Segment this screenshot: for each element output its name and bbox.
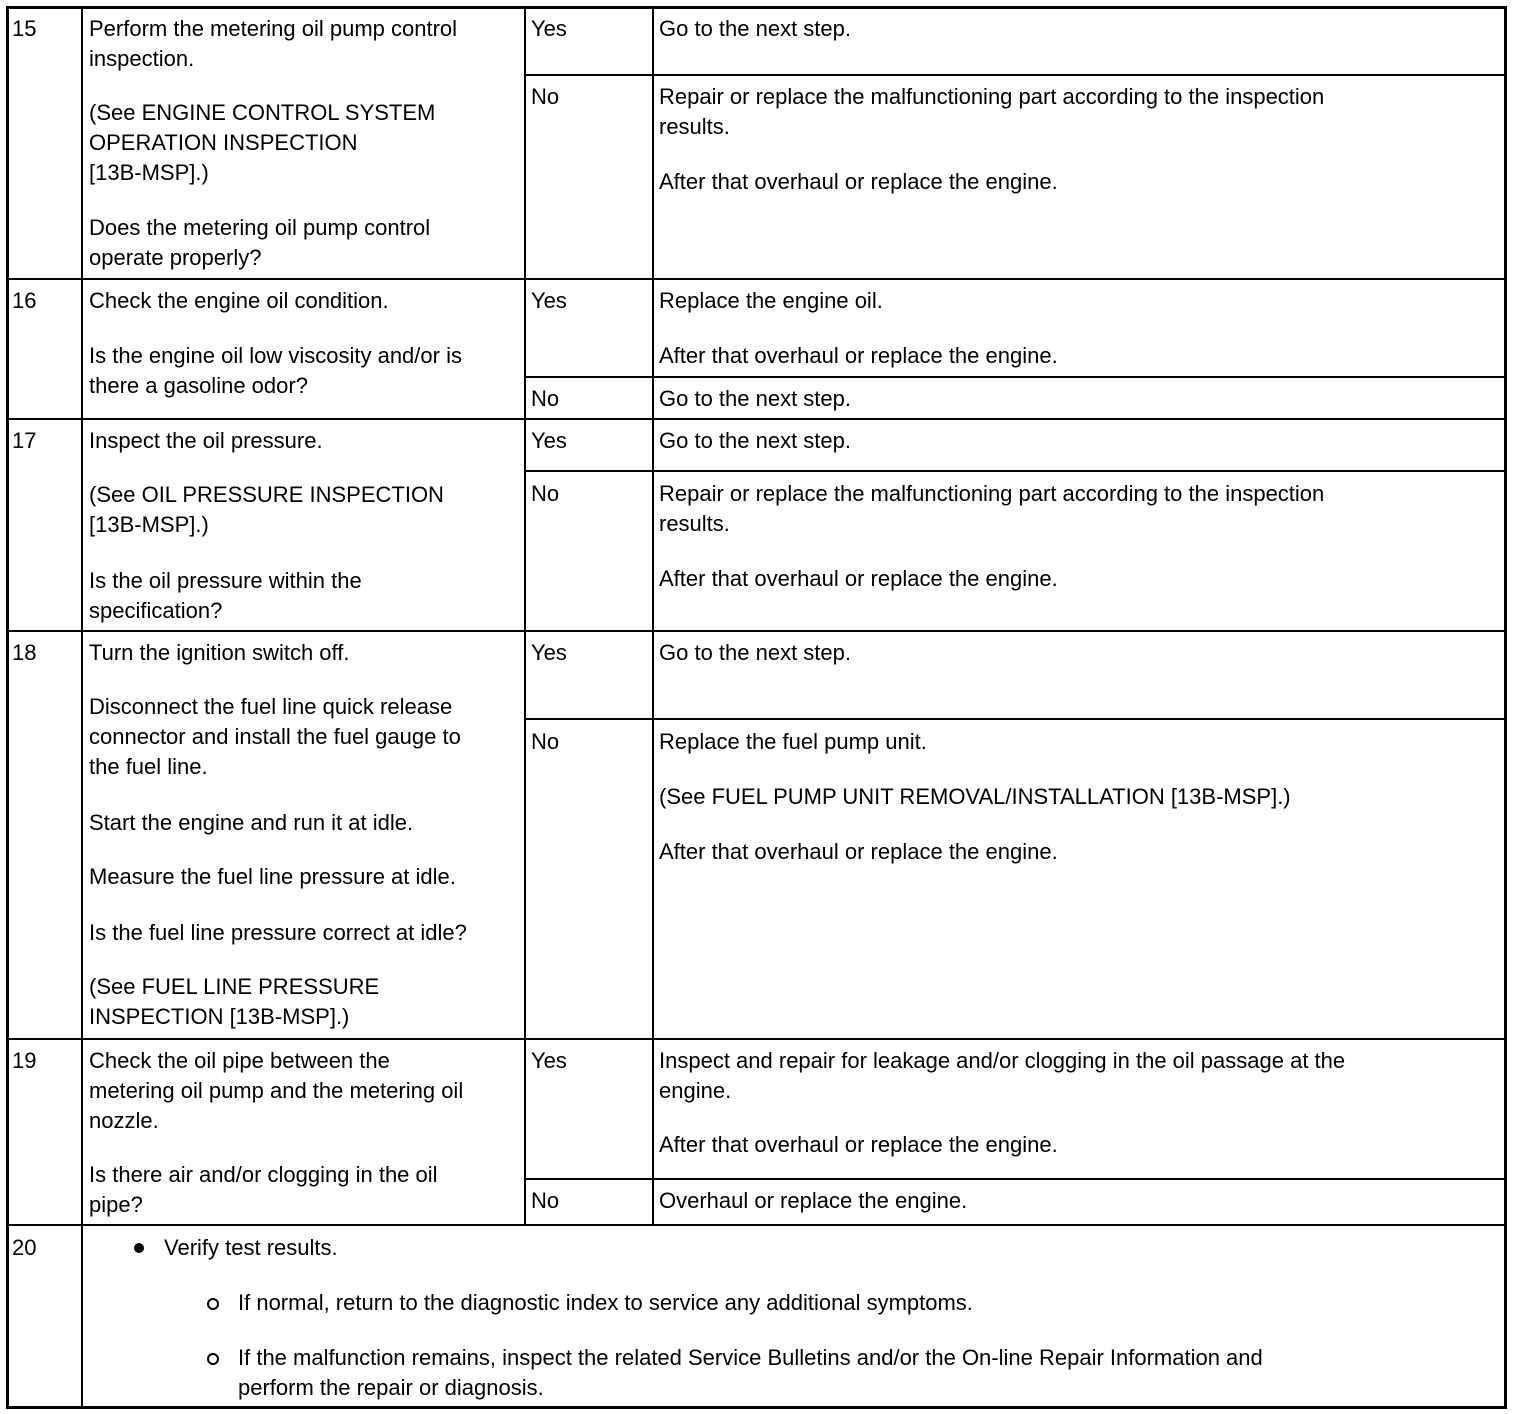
step-number: 17 — [12, 428, 37, 453]
action-text: Perform the metering oil pump control — [89, 16, 458, 41]
hollow-bullet-icon — [207, 1353, 219, 1365]
no-result: Go to the next step. — [659, 386, 852, 411]
no-label: No — [531, 84, 560, 109]
step-number: 18 — [12, 640, 37, 665]
action-text: (See OIL PRESSURE INSPECTION — [89, 482, 444, 507]
action-text: nozzle. — [89, 1108, 159, 1133]
yes-result: engine. — [659, 1078, 732, 1103]
action-text: pipe? — [89, 1192, 143, 1217]
yes-label: Yes — [531, 640, 567, 665]
no-label: No — [531, 481, 560, 506]
action-text: Does the metering oil pump control — [89, 215, 431, 240]
action-text: Is the engine oil low viscosity and/or is — [89, 343, 462, 368]
bullet-text: Verify test results. — [164, 1235, 338, 1260]
step-number: 15 — [12, 16, 37, 41]
yes-result: Go to the next step. — [659, 428, 852, 453]
yes-result: Inspect and repair for leakage and/or clogging in the oil passage at the — [659, 1048, 1346, 1073]
row-divider — [7, 278, 1506, 280]
action-text: (See ENGINE CONTROL SYSTEM — [89, 100, 436, 125]
column-divider — [652, 7, 654, 1225]
hollow-bullet-icon — [207, 1298, 219, 1310]
column-divider — [524, 7, 526, 1225]
yes-label: Yes — [531, 428, 567, 453]
row-divider — [7, 1038, 1506, 1040]
row-divider — [525, 74, 1506, 76]
yes-result: After that overhaul or replace the engine. — [659, 343, 1058, 368]
no-result: Overhaul or replace the engine. — [659, 1188, 968, 1213]
action-text: connector and install the fuel gauge to — [89, 724, 461, 749]
no-label: No — [531, 729, 560, 754]
no-result: After that overhaul or replace the engine. — [659, 839, 1058, 864]
yes-label: Yes — [531, 16, 567, 41]
no-result: Replace the fuel pump unit. — [659, 729, 927, 754]
sub-bullet-text: If the malfunction remains, inspect the related Service Bulletins and/or the On-line Repair Information and — [238, 1345, 1263, 1370]
row-divider — [525, 1178, 1506, 1180]
action-text: Is the fuel line pressure correct at idle? — [89, 920, 467, 945]
action-text: metering oil pump and the metering oil — [89, 1078, 464, 1103]
action-text: there a gasoline odor? — [89, 373, 308, 398]
column-divider — [81, 7, 83, 1408]
yes-result: Go to the next step. — [659, 640, 852, 665]
yes-result: After that overhaul or replace the engine. — [659, 1132, 1058, 1157]
yes-result: Go to the next step. — [659, 16, 852, 41]
action-text: Inspect the oil pressure. — [89, 428, 323, 453]
bullet-dot-icon — [134, 1243, 144, 1253]
action-text: Turn the ignition switch off. — [89, 640, 350, 665]
sub-bullet-text: perform the repair or diagnosis. — [238, 1375, 544, 1400]
row-divider — [525, 718, 1506, 720]
yes-label: Yes — [531, 1048, 567, 1073]
action-text: specification? — [89, 598, 223, 623]
action-text: [13B-MSP].) — [89, 160, 209, 185]
action-text: the fuel line. — [89, 754, 208, 779]
row-divider — [525, 470, 1506, 472]
step-number: 19 — [12, 1048, 37, 1073]
no-result: results. — [659, 114, 730, 139]
no-result: (See FUEL PUMP UNIT REMOVAL/INSTALLATION [13B-MSP].) — [659, 784, 1291, 809]
action-text: Is there air and/or clogging in the oil — [89, 1162, 438, 1187]
action-text: Disconnect the fuel line quick release — [89, 694, 453, 719]
action-text: (See FUEL LINE PRESSURE — [89, 974, 380, 999]
row-divider — [525, 376, 1506, 378]
action-text: Measure the fuel line pressure at idle. — [89, 864, 456, 889]
action-text: Check the engine oil condition. — [89, 288, 389, 313]
sub-bullet-text: If normal, return to the diagnostic index to service any additional symptoms. — [238, 1290, 973, 1315]
action-text: Is the oil pressure within the — [89, 568, 362, 593]
action-text: inspection. — [89, 46, 195, 71]
row-divider — [7, 1224, 1506, 1226]
no-result: Repair or replace the malfunctioning part according to the inspection — [659, 84, 1325, 109]
yes-label: Yes — [531, 288, 567, 313]
no-result: Repair or replace the malfunctioning part according to the inspection — [659, 481, 1325, 506]
row-divider — [7, 418, 1506, 420]
row-divider — [7, 630, 1506, 632]
no-label: No — [531, 1188, 560, 1213]
action-text: [13B-MSP].) — [89, 512, 209, 537]
step-number: 16 — [12, 288, 37, 313]
action-text: operate properly? — [89, 245, 262, 270]
no-result: results. — [659, 511, 730, 536]
step-number: 20 — [12, 1235, 37, 1260]
action-text: Check the oil pipe between the — [89, 1048, 390, 1073]
action-text: OPERATION INSPECTION — [89, 130, 358, 155]
yes-result: Replace the engine oil. — [659, 288, 883, 313]
no-label: No — [531, 386, 560, 411]
no-result: After that overhaul or replace the engine. — [659, 566, 1058, 591]
action-text: INSPECTION [13B-MSP].) — [89, 1004, 350, 1029]
no-result: After that overhaul or replace the engine. — [659, 169, 1058, 194]
action-text: Start the engine and run it at idle. — [89, 810, 414, 835]
